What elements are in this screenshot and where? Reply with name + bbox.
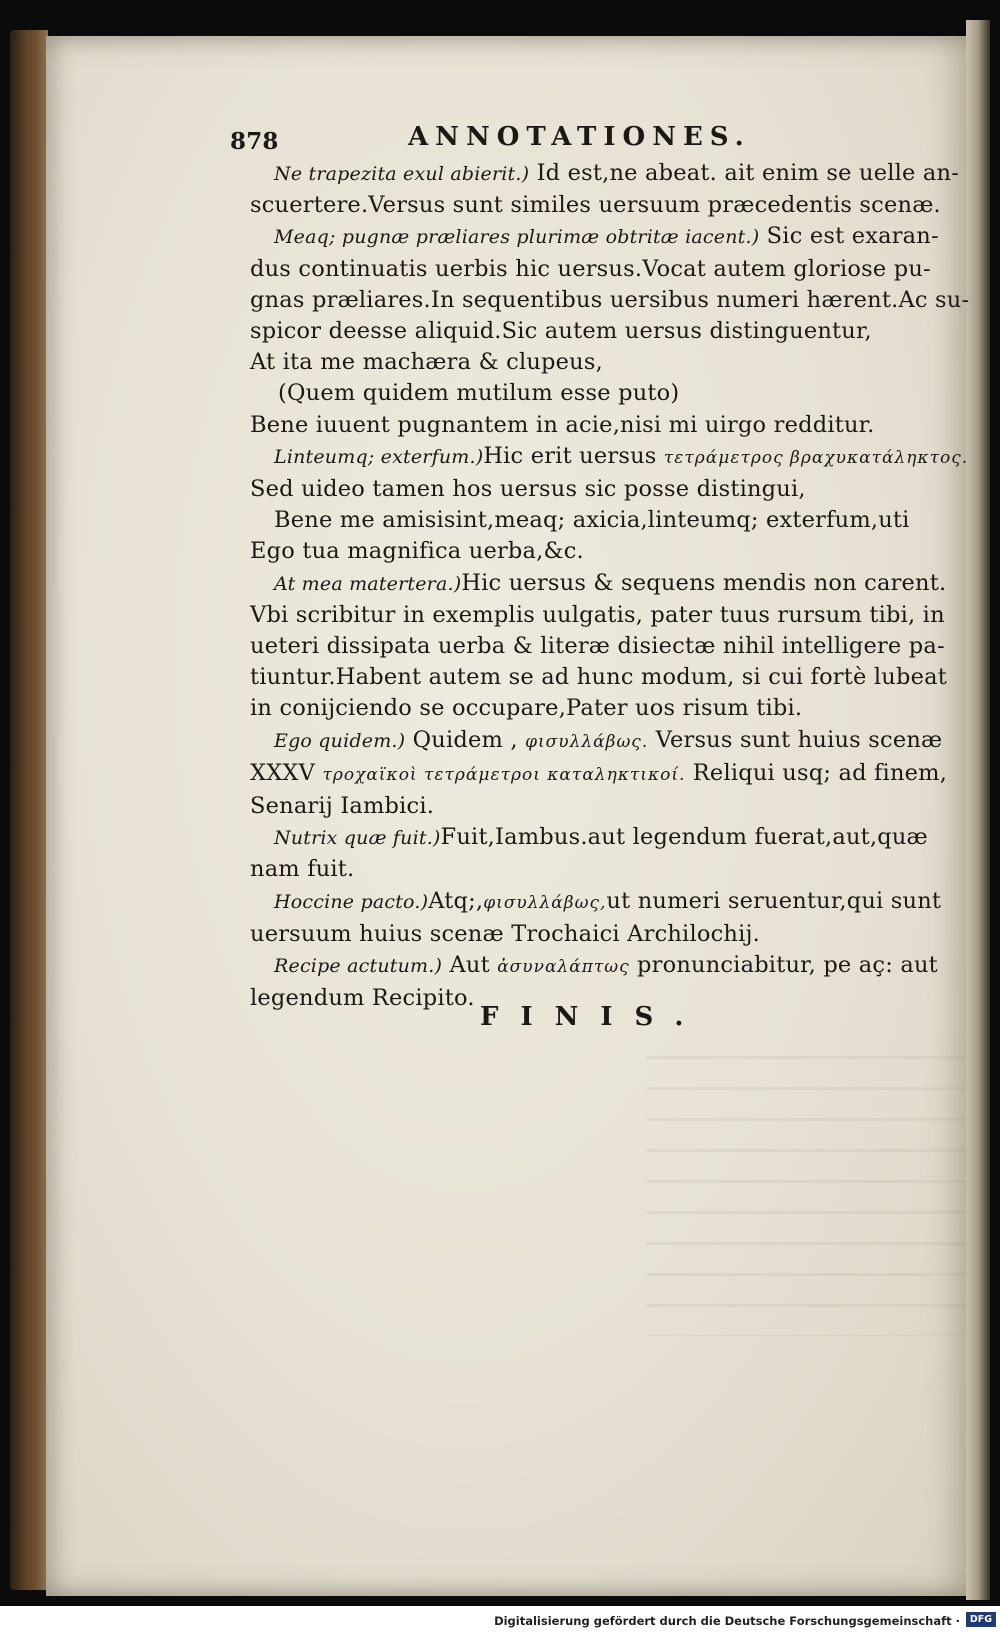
dfg-logo: DFG — [966, 1612, 996, 1627]
text-line: Ne trapezita exul abierit.) Id est,ne abeat. ait enim se uelle an- — [274, 160, 960, 186]
text-line: gnas præliares.In sequentibus uersibus numeri hærent.Ac su- — [250, 286, 970, 313]
text-line: legendum Recipito. — [250, 985, 475, 1012]
funding-credit: Digitalisierung gefördert durch die Deutsche Forschungsgemeinschaft · — [494, 1614, 960, 1628]
text-line: ueteri dissipata uerba & literæ disiectæ nihil intelligere pa- — [250, 633, 945, 660]
finis-label: FINIS. — [480, 1002, 706, 1032]
page-fore-edge — [966, 20, 990, 1600]
text-line: Recipe actutum.) Aut ἀσυναλάπτως pronunciabitur, pe aç: aut — [274, 952, 938, 979]
text-line: Ego quidem.) Quidem , φισυλλάβως. Versus sunt huius scenæ — [274, 726, 943, 753]
footer-bar — [0, 1606, 1000, 1636]
text-line: dus continuatis uerbis hic uersus.Vocat autem gloriose pu- — [250, 255, 931, 282]
text-line: Linteumq; exterfum.)Hic erit uersus τετράμετρος βραχυκατάληκτος. — [274, 442, 969, 469]
page-header — [230, 118, 920, 158]
text-line: spicor deesse aliquid.Sic autem uersus distinguentur, — [250, 318, 872, 345]
text-line: Bene iuuent pugnantem in acie,nisi mi uirgo redditur. — [250, 411, 875, 438]
text-line: At ita me machæra & clupeus, — [250, 349, 603, 376]
text-line: Senarij Iambici. — [250, 793, 435, 820]
text-line: uersuum huius scenæ Trochaici Archilochij. — [250, 920, 761, 947]
text-line: nam fuit. — [250, 856, 355, 883]
text-line: Vbi scribitur in exemplis uulgatis, pater tuus rursum tibi, in — [250, 601, 945, 628]
text-line: Bene me amisisint,meaq; axicia,linteumq; exterfum,uti — [274, 507, 910, 534]
text-line: At mea matertera.)Hic uersus & sequens mendis non carent. — [274, 569, 947, 596]
text-line: scuertere.Versus sunt similes uersuum præcedentis scenæ. — [250, 192, 941, 219]
text-line: Nutrix quæ fuit.)Fuit,Iambus.aut legendum fuerat,aut,quæ — [274, 824, 928, 851]
text-block — [230, 118, 970, 1014]
page-number: 878 — [230, 128, 279, 155]
text-line: (Quem quidem mutilum esse puto) — [278, 380, 680, 407]
text-line: Hoccine pacto.)Atq;,φισυλλάβως,ut numeri seruentur,qui sunt — [274, 887, 942, 914]
book-spine-edge — [10, 30, 48, 1590]
text-line: Sed uideo tamen hos uersus sic posse distingui, — [250, 476, 806, 503]
text-line: tiuntur.Habent autem se ad hunc modum, si cui fortè lubeat — [250, 664, 947, 691]
running-head: ANNOTATIONES. — [408, 122, 751, 152]
show-through-text — [646, 1056, 976, 1336]
text-line: in conijciendo se occupare,Pater uos risum tibi. — [250, 695, 803, 722]
text-line: Ego tua magnifica uerba,&c. — [250, 538, 584, 565]
text-line: Meaq; pugnæ præliares plurimæ obtritæ iacent.) Sic est exaran- — [274, 223, 939, 250]
text-line: XXXV τροχαϊκοὶ τετράμετροι καταληκτικοί. Reliqui usq; ad finem, — [250, 759, 948, 786]
